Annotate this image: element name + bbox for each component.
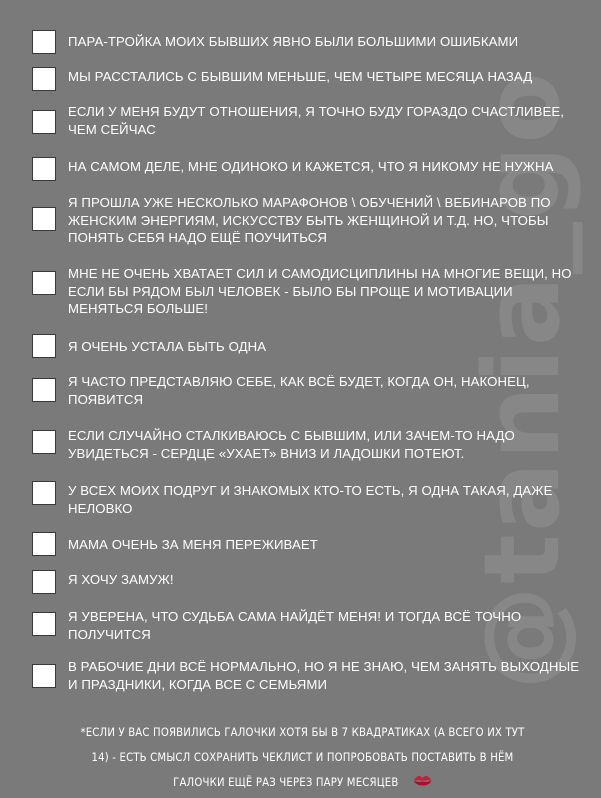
checkbox[interactable] <box>32 110 56 134</box>
checklist-item-text: ЕСЛИ У МЕНЯ БУДУТ ОТНОШЕНИЯ, Я ТОЧНО БУДУ ГОРАЗДО СЧАСТЛИВЕЕ, ЧЕМ СЕЙЧАС <box>68 104 565 137</box>
checklist-item-text: Я ПРОШЛА УЖЕ НЕСКОЛЬКО МАРАФОНОВ \ ОБУЧЕНИЙ \ ВЕБИНАРОВ ПО ЖЕНСКИМ ЭНЕРГИЯМ, ИСКУССТВУ БЫТЬ ЖЕНЩИНОЙ И Т.Д. НО, ЧТОБЫ ПОНЯТЬ СЕБЯ НАДО ЕЩЁ ПОУЧИТЬСЯ <box>68 195 551 245</box>
checklist-item-text: У ВСЕХ МОИХ ПОДРУГ И ЗНАКОМЫХ КТО-ТО ЕСТЬ, Я ОДНА ТАКАЯ, ДАЖЕ НЕЛОВКО <box>68 483 553 516</box>
footnote-text: *ЕСЛИ У ВАС ПОЯВИЛИСЬ ГАЛОЧКИ ХОТЯ БЫ В 7 КВАДРАТИКАХ (А ВСЕГО ИХ ТУТ 14) - ЕСТЬ СМЫСЛ СОХРАНИТЬ ЧЕКЛИСТ И ПОПРОБОВАТЬ ПОСТАВИТЬ В НЁМ ГАЛОЧКИ ЕЩЁ РАЗ ЧЕРЕЗ ПАРУ МЕСЯЦЕВ <box>80 725 525 789</box>
checkbox[interactable] <box>32 481 56 505</box>
checkbox[interactable] <box>32 430 56 454</box>
checkbox[interactable] <box>32 532 56 556</box>
checkbox[interactable] <box>32 570 56 594</box>
checkbox[interactable] <box>32 271 56 295</box>
checklist-item-text: Я ОЧЕНЬ УСТАЛА БЫТЬ ОДНА <box>68 339 267 354</box>
checklist-item-text: ПАРА-ТРОЙКА МОИХ БЫВШИХ ЯВНО БЫЛИ БОЛЬШИМИ ОШИБКАМИ <box>68 34 519 49</box>
checklist-item-text: МАМА ОЧЕНЬ ЗА МЕНЯ ПЕРЕЖИВАЕТ <box>68 537 318 552</box>
checkbox[interactable] <box>32 157 56 181</box>
checklist-item-text: НА САМОМ ДЕЛЕ, МНЕ ОДИНОКО И КАЖЕТСЯ, ЧТО Я НИКОМУ НЕ НУЖНА <box>68 159 554 174</box>
checklist-item-text: Я ХОЧУ ЗАМУЖ! <box>68 572 174 587</box>
checkbox[interactable] <box>32 67 56 91</box>
checklist-item-text: МНЕ НЕ ОЧЕНЬ ХВАТАЕТ СИЛ И САМОДИСЦИПЛИНЫ НА МНОГИЕ ВЕЩИ, НО ЕСЛИ БЫ РЯДОМ БЫЛ ЧЕЛОВЕК - БЫЛО БЫ ПРОЩЕ И МОТИВАЦИИ МЕНЯТЬСЯ БОЛЬШЕ! <box>68 266 572 316</box>
checklist-item-text: Я ЧАСТО ПРЕДСТАВЛЯЮ СЕБЕ, КАК ВСЁ БУДЕТ, КОГДА ОН, НАКОНЕЦ, ПОЯВИТСЯ <box>68 374 530 407</box>
checklist-item-text: Я УВЕРЕНА, ЧТО СУДЬБА САМА НАЙДЁТ МЕНЯ! И ТОГДА ВСЁ ТОЧНО ПОЛУЧИТСЯ <box>68 609 522 642</box>
checklist-item-text: В РАБОЧИЕ ДНИ ВСЁ НОРМАЛЬНО, НО Я НЕ ЗНАЮ, ЧЕМ ЗАНЯТЬ ВЫХОДНЫЕ И ПРАЗДНИКИ, КОГДА ВСЕ С СЕМЬЯМИ <box>68 659 580 692</box>
checklist-item-text: МЫ РАССТАЛИСЬ С БЫВШИМ МЕНЬШЕ, ЧЕМ ЧЕТЫРЕ МЕСЯЦА НАЗАД <box>68 69 533 84</box>
checkbox[interactable] <box>32 664 56 688</box>
checklist-item-text: ЕСЛИ СЛУЧАЙНО СТАЛКИВАЮСЬ С БЫВШИМ, ИЛИ ЗАЧЕМ-ТО НАДО УВИДЕТЬСЯ - СЕРДЦЕ «УХАЕТ» ВНИЗ И ЛАДОШКИ ПОТЕЮТ. <box>68 428 515 461</box>
checkbox[interactable] <box>32 30 56 54</box>
footnote <box>72 720 534 795</box>
checkbox[interactable] <box>32 334 56 358</box>
lips-kiss-icon <box>413 774 432 788</box>
checkbox[interactable] <box>32 207 56 231</box>
watermark-text: @tania_go <box>461 70 583 690</box>
checkbox[interactable] <box>32 612 56 636</box>
checkbox[interactable] <box>32 378 56 402</box>
